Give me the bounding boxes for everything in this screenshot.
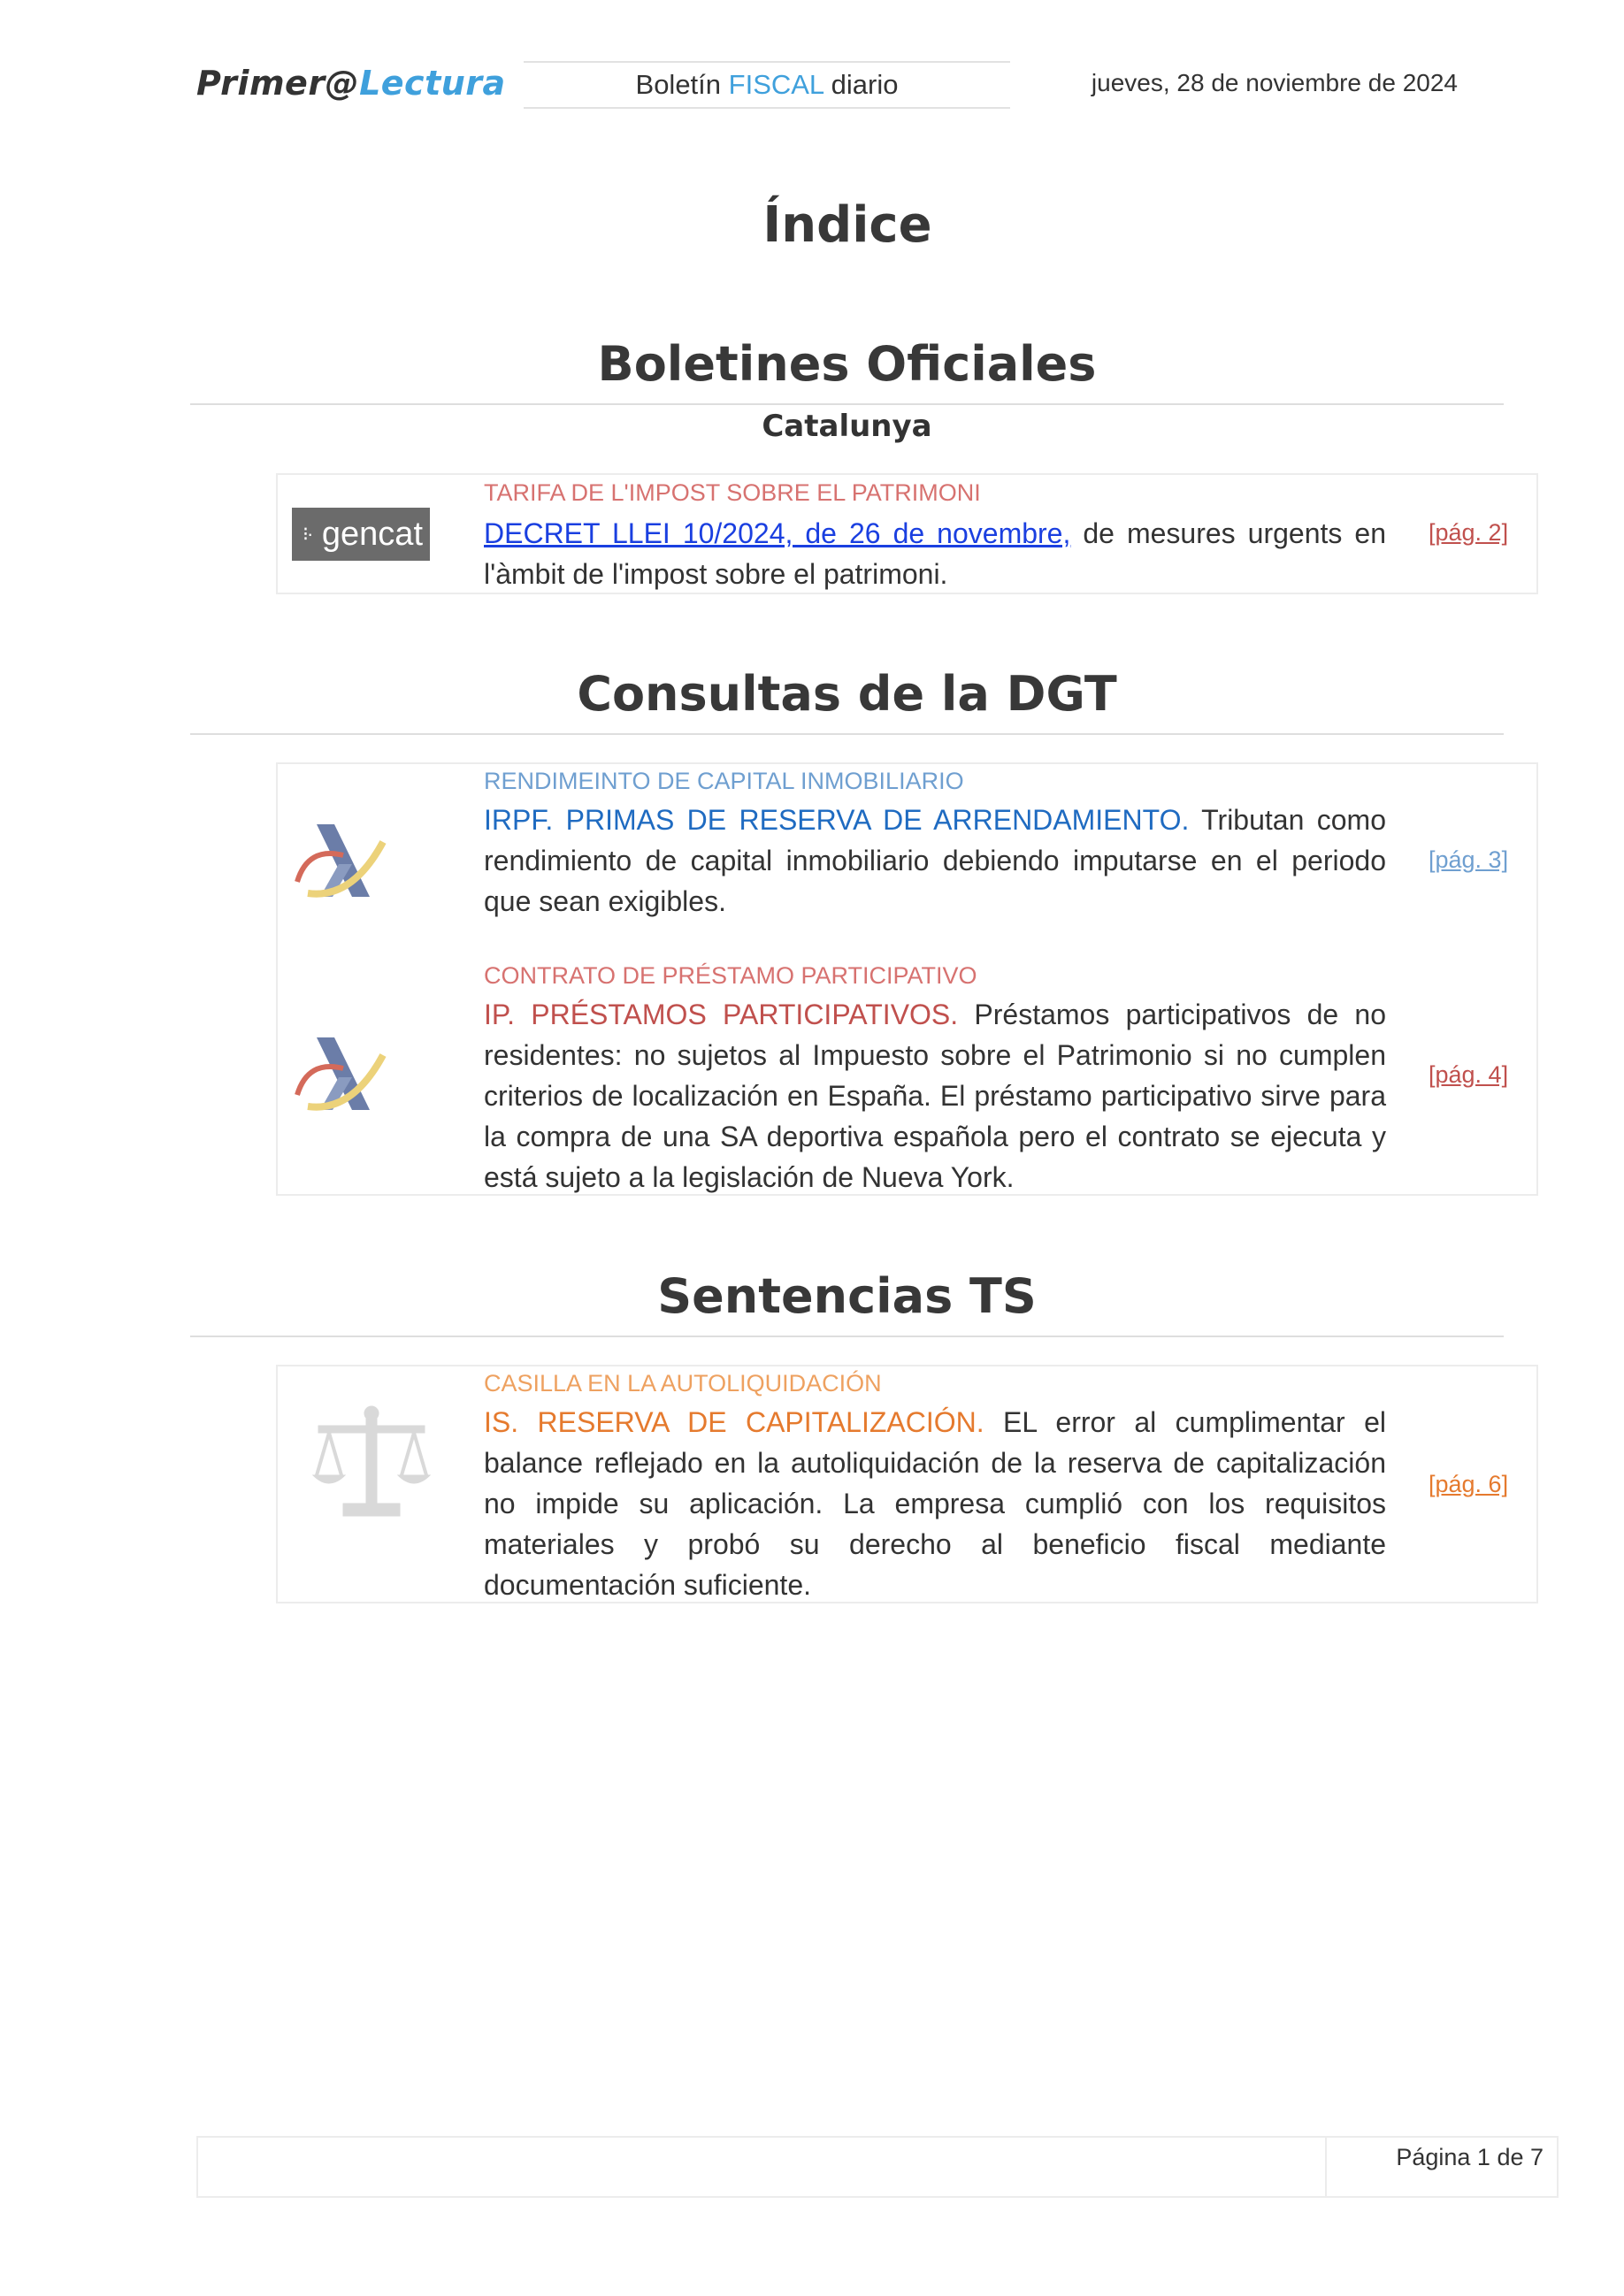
item-text [484,513,1386,594]
page-number: Página 1 de 7 [1396,2144,1544,2170]
page-ref-link[interactable]: [pág. 6] [1429,1471,1509,1497]
item-body: de mesures urgents en l'àmbit de l'impost sobre el patrimoni. [484,517,1387,590]
section-title-sentencias: Sentencias TS [657,1268,1037,1324]
bulletin-title-prefix: Boletín [635,69,729,100]
item-category: RENDIMEINTO DE CAPITAL INMOBILIARIO [484,768,964,794]
brand-logo-part2: Lectura [359,64,506,103]
aeat-logo-icon [290,1029,387,1117]
decree-link[interactable]: DECRET LLEI 10/2024, de 26 de novembre, [484,517,1071,549]
section-divider [190,733,1504,735]
bulletin-title-highlight: FISCAL [728,69,824,100]
section-region: Catalunya [762,409,932,444]
bulletin-title [524,61,1010,109]
brand-logo [196,64,506,103]
brand-logo-part1: Primer@ [196,64,360,103]
item-category: CONTRATO DE PRÉSTAMO PARTICIPATIVO [484,962,977,989]
section-title-consultas: Consultas de la DGT [577,666,1117,722]
aeat-logo-icon [290,815,387,904]
page-ref-link[interactable]: [pág. 2] [1429,519,1509,546]
gencat-logo-text: gencat [321,516,423,553]
gencat-logo [292,508,430,561]
item-category: TARIFA DE L'IMPOST SOBRE EL PATRIMONI [484,479,981,506]
section-title-boletines: Boletines Oficiales [597,336,1097,392]
section-divider [190,403,1504,405]
item-body: Préstamos participativos de no residentes: no sujetos al Impuesto sobre el Patrimonio si no cumplen criterios de localización en España. El préstamo participativo sirve para la compra de una SA deportiva española pero el contrato se ejecuta y está sujeto a la legislación de Nueva York. [484,999,1386,1193]
item-headline: IRPF. PRIMAS DE RESERVA DE ARRENDAMIENTO. [484,804,1190,836]
item-body: Tributan como rendimiento de capital inmobiliario debiendo imputarse en el periodo que sean exigibles. [484,804,1386,917]
item-body: EL error al cumplimentar el balance reflejado en la autoliquidación de la reserva de capitalización no impide su aplicación. La empresa cumplió con los requisitos materiales y probó su derecho al beneficio fiscal mediante documentación suficiente. [484,1406,1387,1601]
item-text [484,800,1386,922]
item-headline: IP. PRÉSTAMOS PARTICIPATIVOS. [484,999,959,1030]
item-text [484,994,1386,1198]
section-divider [190,1336,1504,1337]
page-ref-link[interactable]: [pág. 4] [1429,1061,1509,1088]
item-category: CASILLA EN LA AUTOLIQUIDACIÓN [484,1370,882,1397]
item-text [484,1402,1386,1605]
bulletin-title-suffix: diario [823,69,899,100]
header-date: jueves, 28 de noviembre de 2024 [1091,69,1458,96]
scales-of-justice-icon [310,1404,433,1521]
item-headline: IS. RESERVA DE CAPITALIZACIÓN. [484,1406,984,1438]
gencat-dots-icon: ⁝· [303,523,312,545]
page-title: Índice [762,196,932,254]
page-ref-link[interactable]: [pág. 3] [1429,846,1509,873]
footer-separator [1325,2138,1327,2196]
